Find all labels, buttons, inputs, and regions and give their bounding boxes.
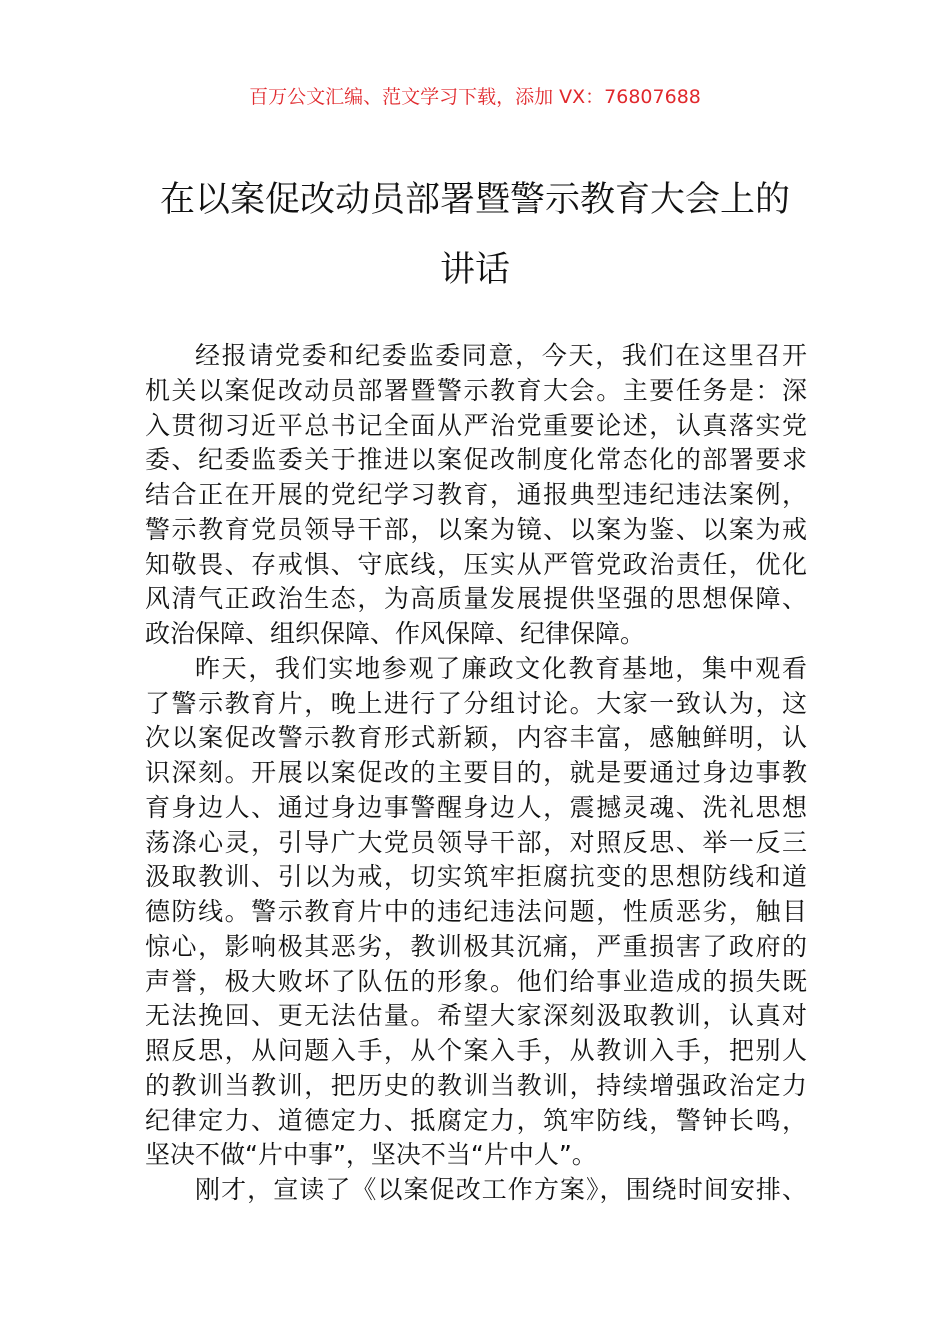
- paragraph-line: 机关以案促改动员部署暨警示教育大会。主要任务是：深: [145, 375, 807, 405]
- watermark-header: 百万公文汇编、范文学习下载，添加 VX：76807688: [249, 86, 701, 108]
- document-title-line-1: 在以案促改动员部署暨警示教育大会上的: [159, 180, 790, 220]
- paragraph-line: 德防线。警示教育片中的违纪违法问题，性质恶劣，触目: [145, 897, 807, 926]
- paragraph-line: 委、纪委监委关于推进以案促改制度化常态化的部署要求: [145, 445, 807, 475]
- paragraph-line: 了警示教育片，晚上进行了分组讨论。大家一致认为，这: [145, 688, 807, 718]
- paragraph-line: 警示教育党员领导干部，以案为镜、以案为鉴、以案为戒: [145, 514, 807, 544]
- paragraph-line: 声誉，极大败坏了队伍的形象。他们给事业造成的损失既: [145, 966, 807, 996]
- paragraph: [145, 339, 807, 652]
- paragraph-line: 汲取教训、引以为戒，切实筑牢拒腐抗变的思想防线和道: [145, 862, 807, 892]
- paragraph-line: 识深刻。开展以案促改的主要目的，就是要通过身边事教: [145, 758, 807, 787]
- paragraph-line: 的教训当教训，把历史的教训当教训，持续增强政治定力: [145, 1070, 807, 1100]
- paragraph-line: 结合正在开展的党纪学习教育，通报典型违纪违法案例，: [145, 480, 807, 509]
- paragraph-line: 无法挽回、更无法估量。希望大家深刻汲取教训，认真对: [145, 1001, 807, 1031]
- paragraph-line: 次以案促改警示教育形式新颖，内容丰富，感触鲜明，认: [145, 723, 807, 753]
- paragraph-line: 荡涤心灵，引导广大党员领导干部，对照反思、举一反三: [145, 827, 807, 857]
- paragraph-line: 经报请党委和纪委监委同意，今天，我们在这里召开: [195, 341, 807, 370]
- paragraph-line: 坚决不做“片中事”，坚决不当“片中人”。: [145, 1140, 597, 1170]
- document-title-line-2: 讲话: [439, 250, 510, 290]
- paragraph-line: 照反思，从问题入手，从个案入手，从教训入手，把别人: [145, 1036, 807, 1065]
- paragraph-line: 惊心，影响极其恶劣，教训极其沉痛，严重损害了政府的: [145, 931, 807, 961]
- paragraph-line: 风清气正政治生态，为高质量发展提供坚强的思想保障、: [145, 584, 807, 614]
- document-body: [145, 339, 807, 1208]
- paragraph-line: 纪律定力、道德定力、抵腐定力，筑牢防线，警钟长鸣，: [145, 1105, 807, 1135]
- paragraph-line: 入贯彻习近平总书记全面从严治党重要论述，认真落实党: [145, 410, 807, 440]
- paragraph-line: 刚才，宣读了《以案促改工作方案》，围绕时间安排、: [195, 1175, 807, 1204]
- paragraph-line: 育身边人、通过身边事警醒身边人，震撼灵魂、洗礼思想: [145, 792, 807, 822]
- paragraph: [145, 1173, 807, 1208]
- paragraph-line: 昨天，我们实地参观了廉政文化教育基地，集中观看: [195, 653, 807, 683]
- paragraph-line: 知敬畏、存戒惧、守底线，压实从严管党政治责任，优化: [145, 549, 807, 579]
- paragraph-line: 政治保障、组织保障、作风保障、纪律保障。: [145, 619, 646, 648]
- paragraph: [145, 652, 807, 1173]
